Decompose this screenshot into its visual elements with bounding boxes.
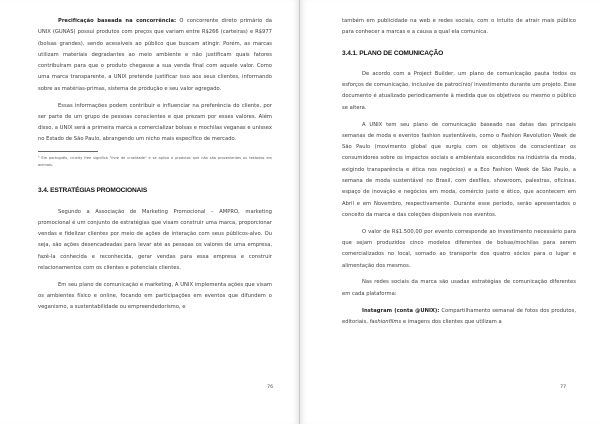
- instagram-text-b: e imagens dos clientes que utilizam a: [401, 318, 502, 325]
- right-page: [300, 0, 600, 424]
- footnote: ⁶ Em português, cruelty free significa "livre de crueldade" e se aplica a produtos que não são provenientes ou testados em animais.: [38, 156, 272, 168]
- instagram-label: Instagram (conta @UNIX):: [362, 307, 440, 314]
- footnote-rule: [38, 151, 98, 152]
- page-number-left: 76: [267, 385, 273, 390]
- left-page-content: [38, 16, 272, 319]
- instagram-italic: fashionfilms: [369, 318, 402, 325]
- paragraph-pricing: [38, 16, 272, 95]
- paragraph-information: Essas informações podem contribuir e influenciar na preferência do cliente, por ser parte de um grupo de pessoas conscientes e que prezam por esses valores. Além disso, a UNIX será a primeira marca a comercializar bolsas e mochilas veganas e unissex no Estado de São Paulo, abrangendo um nicho mais específico de mercado.: [38, 102, 272, 143]
- paragraph-project-builder: De acordo com a Project Builder, um plano de comunicação pauta todos os esforços de comunicação, inclusive de patrocínio/ investimento durante um projeto. Esse documento é atualizado periodicamente à medida que os objetivos ou mesmo o público se altera.: [342, 70, 576, 111]
- paragraph-social-networks: Nas redes sociais da marca são usadas estratégias de comunicação diferentes em cada plataforma:: [342, 279, 576, 297]
- paragraph-marketing-plan: Em seu plano de comunicação e marketing, A UNIX implementa ações que visam os ambientes físico e online, focando em participações em eventos que difundem o veganismo, a sustentabilidade ou empreendedorismo, e: [38, 281, 272, 311]
- pricing-label: Precificação baseada na concorrência:: [58, 18, 177, 24]
- section-heading-communication-plan: 3.4.1. PLANO DE COMUNICAÇÃO: [342, 49, 444, 57]
- pricing-text: O concorrente direto primário da UNIX (GUNAS) possui produtos com preços que variam entre R$266 (carteiras) e R$977 (bolsas grandes), sendo acessíveis ao público que buscam atingir. Porém, as marcas utilizam materiais degradantes ao meio ambiente e não justificam quais fatores contribuíram para que o produto chegasse a sua venda final com aquele valor. Como uma marca transparente, a UNIX pretende justificar isso aos seus clientes, informando sobre as matérias-primas, sistema de produção e seu valor agregado.: [38, 18, 272, 92]
- paragraph-event-cost: O valor de R$1.500,00 por evento corresponde ao investimento necessário para que sejam produzidos cinco modelos diferentes de bolsas/mochilas para serem comercializados no local, somado ao transporte dos quatro sócios para o lugar e alimentação dos mesmos.: [342, 228, 576, 269]
- section-heading-promotional: 3.4. ESTRATÉGIAS PROMOCIONAIS: [38, 187, 148, 195]
- paragraph-continuation: também em publicidade na web e redes sociais, com o intuito de atrair mais público para conhecer a marcas e a causa a qual ela comunica.: [342, 18, 576, 36]
- paragraph-instagram: [342, 306, 576, 329]
- instagram-text-a: Compartilhamento semanal de fotos dos produtos, editoriais,: [342, 307, 576, 325]
- paragraph-fashion-weeks: A UNIX tem seu plano de comunicação baseado nas datas das principais semanas de moda e eventos fashion sustentáveis, como o Fashion Revolution Week de São Paulo (movimento global que surgiu com os objetivos de conscientizar os consumidores sobre os impactos sociais e ambientais escondidos na indústria da moda, exigindo transparência e ética nos negócios) e a Eco Fashion Week de São Paulo, a semana de moda sustentável no Brasil, com desfiles, showroom, palestras, oficinas, espaço de inovação e negócios em moda, comércio justo e ético, que acontecem em Abril e em Novembro, respectivamente. Durante esse período, serão apresentados o conceito da marca e das coleções disponíveis nos eventos.: [342, 121, 576, 218]
- right-page-content: [342, 16, 576, 334]
- page-number-right: 77: [560, 385, 566, 390]
- paragraph-ampro: Segundo a Associação de Marketing Promocional – AMPRO, marketing promocional é um conjunto de estratégias que visam construir uma marca, proporcionar vendas e fidelizar clientes por meio de ações de interação com seus públicos-alvo. Ou seja, são ações desencadeadas para levar até as pessoas os valores de uma empresa, fazê-la conhecida e reconhecida, gerar vendas para essa empresa e construir relacionamentos com os clientes e potenciais clientes.: [38, 208, 272, 272]
